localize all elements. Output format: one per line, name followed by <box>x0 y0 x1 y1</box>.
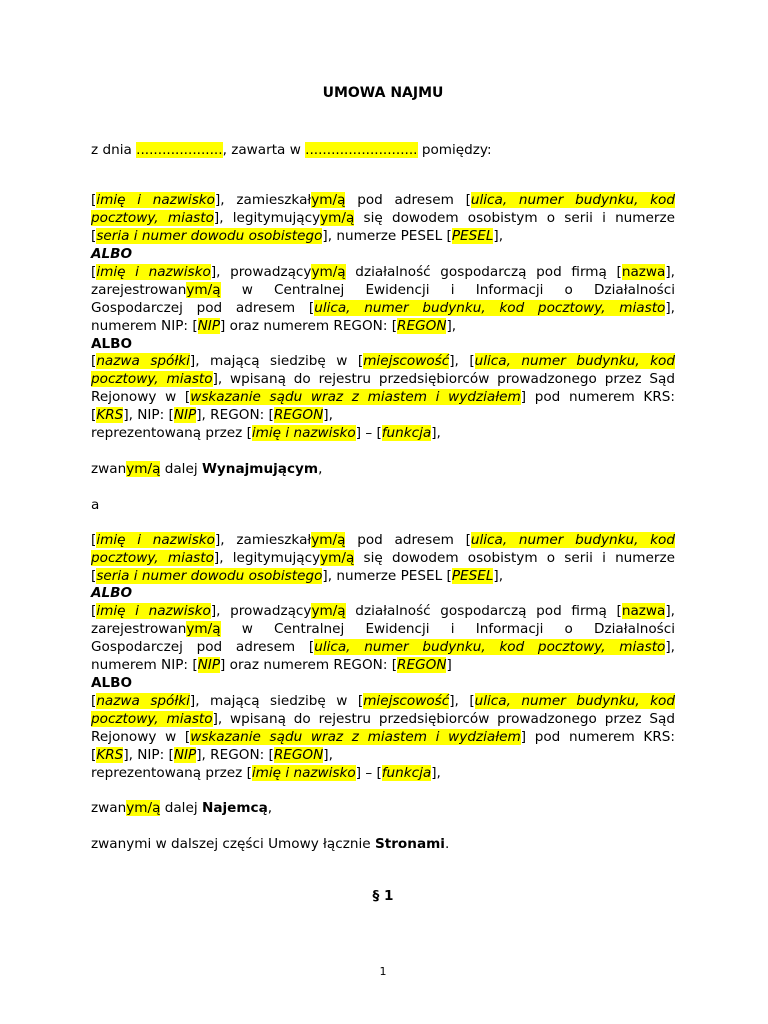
text: . <box>444 836 450 852</box>
placeholder: funkcja <box>381 425 432 441</box>
placeholder: ulica, numer budynku, kod <box>474 353 675 369</box>
text: ] – [ <box>355 765 382 781</box>
party2-company-line1: [nazwa spółki], mającą siedzibę w [miejscowość], [ulica, numer budynku, kod <box>91 693 675 709</box>
placeholder: KRS <box>96 747 124 763</box>
placeholder: REGON <box>273 407 324 423</box>
text: ], prowadzący <box>210 603 312 619</box>
party2-company-line2 <box>91 710 675 728</box>
conjunction-a: a <box>91 497 100 513</box>
placeholder: REGON <box>397 318 447 334</box>
placeholder: PESEL <box>451 568 494 584</box>
party1-company-line2 <box>91 370 675 388</box>
text: zarejestrowan <box>91 282 187 298</box>
text: ] – [ <box>355 425 382 441</box>
text: ], REGON: [ <box>196 407 274 423</box>
text: ] pod numerem KRS: <box>520 389 675 405</box>
text: [ <box>91 747 97 763</box>
placeholder: nazwa <box>621 603 666 619</box>
text: zwanymi w dalszej części Umowy łącznie <box>91 836 375 852</box>
date-blank: .................... <box>136 142 223 158</box>
albo-label: ALBO <box>91 585 133 601</box>
placeholder: wskazanie sądu wraz z miastem i wydziałem <box>190 389 521 405</box>
placeholder: pocztowy, miasto <box>91 550 214 566</box>
placeholder: ulica, numer budynku, kod pocztowy, miasto <box>314 300 666 316</box>
party2-company-line4 <box>91 746 675 764</box>
placeholder: ulica, numer budynku, kod pocztowy, miasto <box>314 639 666 655</box>
party1-person-line2 <box>91 209 675 227</box>
party2-business-line1: [imię i nazwisko], prowadzącyym/ą działalność gospodarczą pod firmą [nazwa], <box>91 603 675 619</box>
text: Gospodarczej pod adresem [ <box>91 639 315 655</box>
text: numerem NIP: [ <box>91 318 198 334</box>
party1-role: Wynajmującym <box>201 461 319 477</box>
parties-summary <box>91 835 675 853</box>
placeholder: miejscowość <box>363 693 450 709</box>
text: w Centralnej Ewidencji i Informacji o Działalności <box>220 282 675 298</box>
text: ], zamieszkał <box>215 532 312 548</box>
text: Rejonowy w [ <box>91 729 191 745</box>
text: się dowodem osobistym o serii i numerze <box>354 550 675 566</box>
placeholder: pocztowy, miasto <box>91 210 214 226</box>
text: ], <box>446 318 457 334</box>
placeholder: ym/ą <box>126 800 161 816</box>
intro-text: pomiędzy: <box>417 142 492 158</box>
placeholder: pocztowy, miasto <box>91 711 213 727</box>
placeholder: ym/ą <box>186 621 221 637</box>
placeholder: nazwa spółki <box>96 353 190 369</box>
placeholder: REGON <box>273 747 324 763</box>
placeholder: funkcja <box>381 765 432 781</box>
text: ], wpisaną do rejestru przedsiębiorców prowadzonego przez Sąd <box>212 371 675 387</box>
placeholder: ym/ą <box>311 192 346 208</box>
text: Rejonowy w [ <box>91 389 191 405</box>
party1-company-line4 <box>91 406 675 424</box>
text: ], <box>323 747 333 763</box>
placeholder: NIP <box>173 747 197 763</box>
text: ], [ <box>449 353 475 369</box>
text: ], prowadzący <box>210 264 312 280</box>
party2-business-line4 <box>91 656 675 674</box>
placeholder: ym/ą <box>320 550 355 566</box>
albo-label: ALBO <box>91 675 133 691</box>
placeholder: NIP <box>197 657 221 673</box>
text: ], legitymujący <box>213 210 321 226</box>
placeholder: ym/ą <box>186 282 221 298</box>
text: ], <box>665 300 675 316</box>
party1-representation <box>91 424 675 442</box>
placeholder: PESEL <box>451 228 494 244</box>
text: reprezentowaną przez [ <box>91 425 252 441</box>
placeholder: ym/ą <box>126 461 161 477</box>
text: ], <box>665 639 675 655</box>
text: ] pod numerem KRS: <box>520 729 675 745</box>
party1-person-line3: [seria i numer dowodu osobistego], numerze PESEL [PESEL], <box>91 228 504 244</box>
text: ], NIP: [ <box>123 747 174 763</box>
text: , <box>267 800 273 816</box>
page-number: 1 <box>379 965 387 978</box>
placeholder: ulica, numer budynku, kod <box>474 693 675 709</box>
text: dalej <box>160 800 202 816</box>
party2-business-line2 <box>91 620 675 638</box>
text: ], zamieszkał <box>215 192 312 208</box>
party1-company-line3 <box>91 388 675 406</box>
text: ], NIP: [ <box>123 407 174 423</box>
placeholder: KRS <box>96 407 124 423</box>
party1-business-line4 <box>91 317 675 335</box>
party1-business-line2 <box>91 281 675 299</box>
placeholder: ulica, numer budynku, kod <box>470 532 676 548</box>
placeholder: imię i nazwisko <box>96 192 215 208</box>
text: ], <box>431 425 441 441</box>
placeholder: REGON <box>397 657 447 673</box>
placeholder: imię i nazwisko <box>96 264 211 280</box>
party2-designation <box>91 799 675 817</box>
text: ], <box>493 568 504 584</box>
text: , <box>318 461 323 477</box>
text: w Centralnej Ewidencji i Informacji o Działalności <box>220 621 675 637</box>
placeholder: NIP <box>197 318 221 334</box>
placeholder: ym/ą <box>311 532 346 548</box>
text: ] <box>446 657 452 673</box>
placeholder: imię i nazwisko <box>96 603 211 619</box>
placeholder: nazwa <box>621 264 666 280</box>
party1-designation <box>91 460 675 478</box>
placeholder: ym/ą <box>311 603 346 619</box>
text: ], <box>665 264 675 280</box>
party2-role: Najemcą <box>201 800 268 816</box>
text: ], wpisaną do rejestru przedsiębiorców prowadzonego przez Sąd <box>212 711 675 727</box>
text: ], <box>665 603 675 619</box>
text: ], mającą siedzibę w [ <box>189 693 364 709</box>
party2-person-line2 <box>91 549 675 567</box>
placeholder: ym/ą <box>320 210 355 226</box>
placeholder: ym/ą <box>311 264 346 280</box>
party2-person-line3: [seria i numer dowodu osobistego], numerze PESEL [PESEL], <box>91 568 504 584</box>
text: zwan <box>91 800 127 816</box>
party2-company-line3 <box>91 728 675 746</box>
text: pod adresem [ <box>345 192 471 208</box>
text: reprezentowaną przez [ <box>91 765 252 781</box>
placeholder: seria i numer dowodu osobistego <box>96 228 323 244</box>
text: zarejestrowan <box>91 621 187 637</box>
albo-label: ALBO <box>91 336 133 352</box>
intro-text: , zawarta w <box>222 142 306 158</box>
party1-business-line1: [imię i nazwisko], prowadzącyym/ą działalność gospodarczą pod firmą [nazwa], <box>91 264 675 280</box>
party1-person-line1: [imię i nazwisko], zamieszkałym/ą pod adresem [ulica, numer budynku, kod <box>91 192 676 208</box>
placeholder: seria i numer dowodu osobistego <box>96 568 323 584</box>
party1-company-line1: [nazwa spółki], mającą siedzibę w [miejscowość], [ulica, numer budynku, kod <box>91 353 675 369</box>
text: ], numerze PESEL [ <box>322 568 452 584</box>
placeholder: nazwa spółki <box>96 693 190 709</box>
albo-label: ALBO <box>91 246 133 262</box>
party2-person-line1: [imię i nazwisko], zamieszkałym/ą pod adresem [ulica, numer budynku, kod <box>91 532 676 548</box>
placeholder: imię i nazwisko <box>96 532 215 548</box>
text: ], <box>431 765 441 781</box>
text: ], <box>323 407 333 423</box>
party1-business-line3 <box>91 299 675 317</box>
text: ], numerze PESEL [ <box>322 228 452 244</box>
placeholder: wskazanie sądu wraz z miastem i wydziałem <box>190 729 521 745</box>
text: ], <box>493 228 504 244</box>
text: zwan <box>91 461 127 477</box>
text: się dowodem osobistym o serii i numerze <box>354 210 675 226</box>
place-blank: .......................... <box>305 142 418 158</box>
placeholder: miejscowość <box>363 353 450 369</box>
placeholder: ulica, numer budynku, kod <box>470 192 676 208</box>
parties-term: Stronami <box>374 836 445 852</box>
text: numerem NIP: [ <box>91 657 198 673</box>
text: ], REGON: [ <box>196 747 274 763</box>
text: dalej <box>160 461 202 477</box>
text: Gospodarczej pod adresem [ <box>91 300 315 316</box>
party2-representation <box>91 764 675 782</box>
text: działalność gospodarczą pod firmą [ <box>345 603 622 619</box>
placeholder: NIP <box>173 407 197 423</box>
text: ] oraz numerem REGON: [ <box>220 318 398 334</box>
intro-line <box>91 141 675 159</box>
text: ], [ <box>449 693 475 709</box>
placeholder: imię i nazwisko <box>251 425 356 441</box>
text: ], legitymujący <box>213 550 321 566</box>
text: działalność gospodarczą pod firmą [ <box>345 264 622 280</box>
text: [ <box>91 407 97 423</box>
text: ], mającą siedzibę w [ <box>189 353 364 369</box>
party2-business-line3 <box>91 638 675 656</box>
placeholder: imię i nazwisko <box>251 765 356 781</box>
document-title: UMOWA NAJMU <box>322 85 444 101</box>
section-heading: § 1 <box>372 888 394 904</box>
placeholder: pocztowy, miasto <box>91 371 213 387</box>
intro-text: z dnia <box>91 142 137 158</box>
text: ] oraz numerem REGON: [ <box>220 657 398 673</box>
text: pod adresem [ <box>345 532 471 548</box>
